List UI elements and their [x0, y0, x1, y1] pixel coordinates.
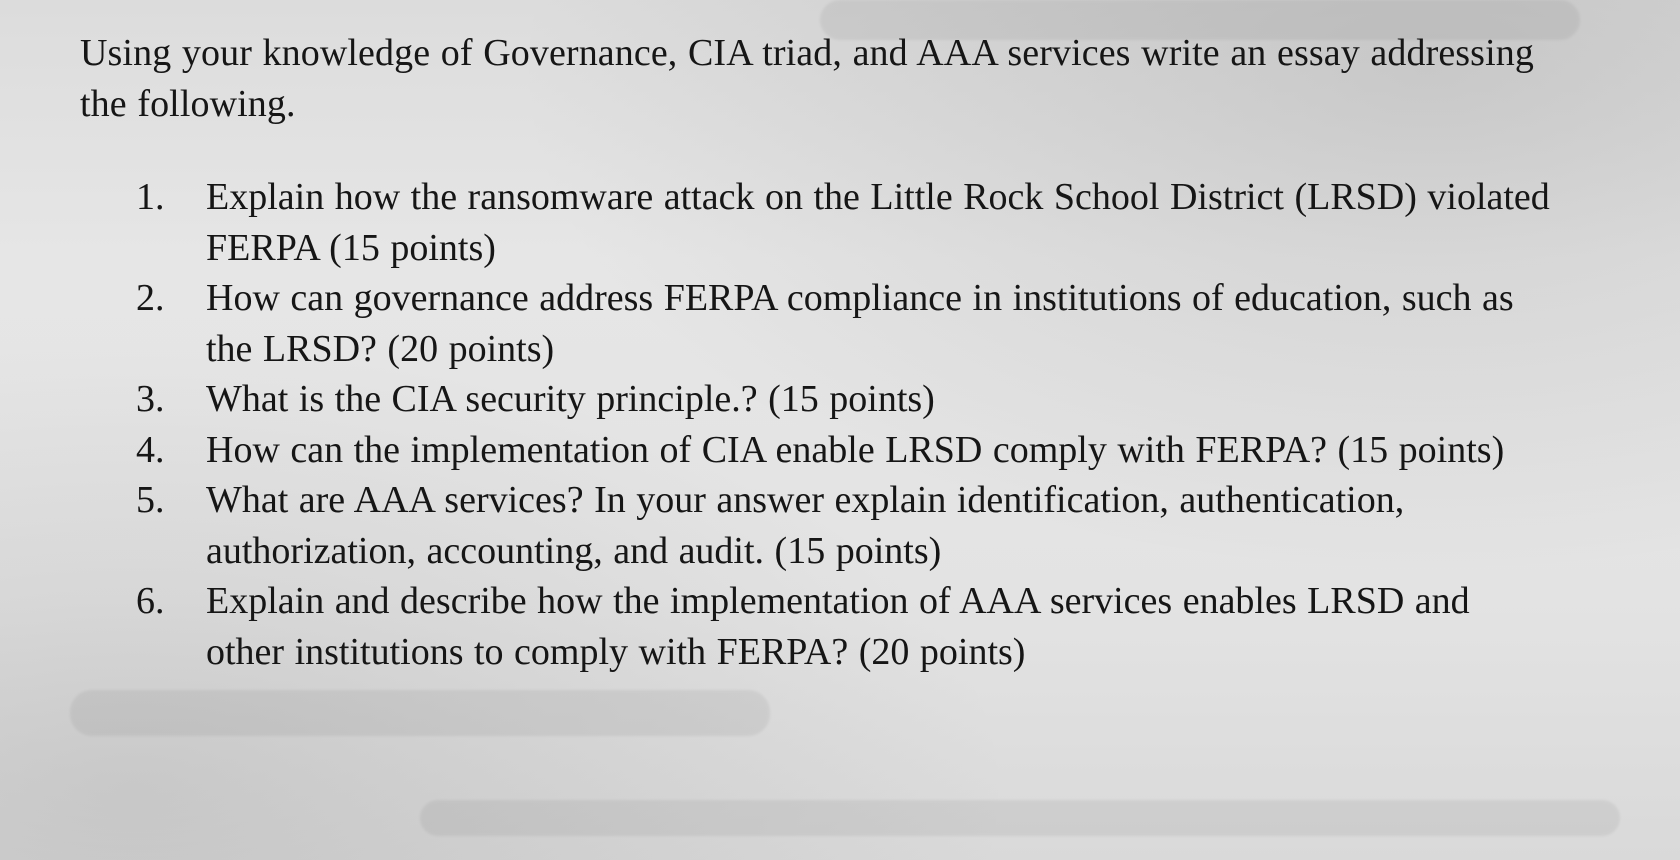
- document-page: [80, 28, 1680, 677]
- question-number: 3.: [136, 378, 165, 420]
- question-text: How can the implementation of CIA enable LRSD comply with FERPA? (15 points): [206, 428, 1505, 471]
- question-text: Explain and describe how the implementation of AAA services enables LRSD and other institutions to comply with FERPA? (20 points): [206, 580, 1470, 673]
- question-item: [80, 374, 1680, 425]
- question-text: Explain how the ransomware attack on the Little Rock School District (LRSD) violated FERPA (15 points): [206, 176, 1550, 269]
- question-number: 1.: [136, 176, 165, 218]
- question-list: [80, 172, 1680, 677]
- question-item: [80, 425, 1680, 476]
- question-text: What is the CIA security principle.? (15 points): [206, 378, 935, 420]
- question-item: [80, 576, 1680, 677]
- essay-prompt-intro: [80, 28, 1680, 130]
- question-text: What are AAA services? In your answer explain identification, authentication, authorization, accounting, and audit. (15 points): [206, 479, 1405, 572]
- bleed-through-texture: [70, 690, 770, 736]
- question-number: 4.: [136, 428, 165, 471]
- question-number: 6.: [136, 580, 165, 622]
- question-item: [80, 273, 1680, 374]
- bleed-through-texture: [420, 800, 1620, 836]
- intro-text: Using your knowledge of Governance, CIA triad, and AAA services write an essay addressing the following.: [80, 32, 1534, 125]
- question-text: How can governance address FERPA compliance in institutions of education, such as the LRSD? (20 points): [206, 277, 1514, 370]
- question-number: 2.: [136, 277, 165, 319]
- question-item: [80, 475, 1680, 576]
- question-item: [80, 172, 1680, 273]
- question-number: 5.: [136, 479, 165, 521]
